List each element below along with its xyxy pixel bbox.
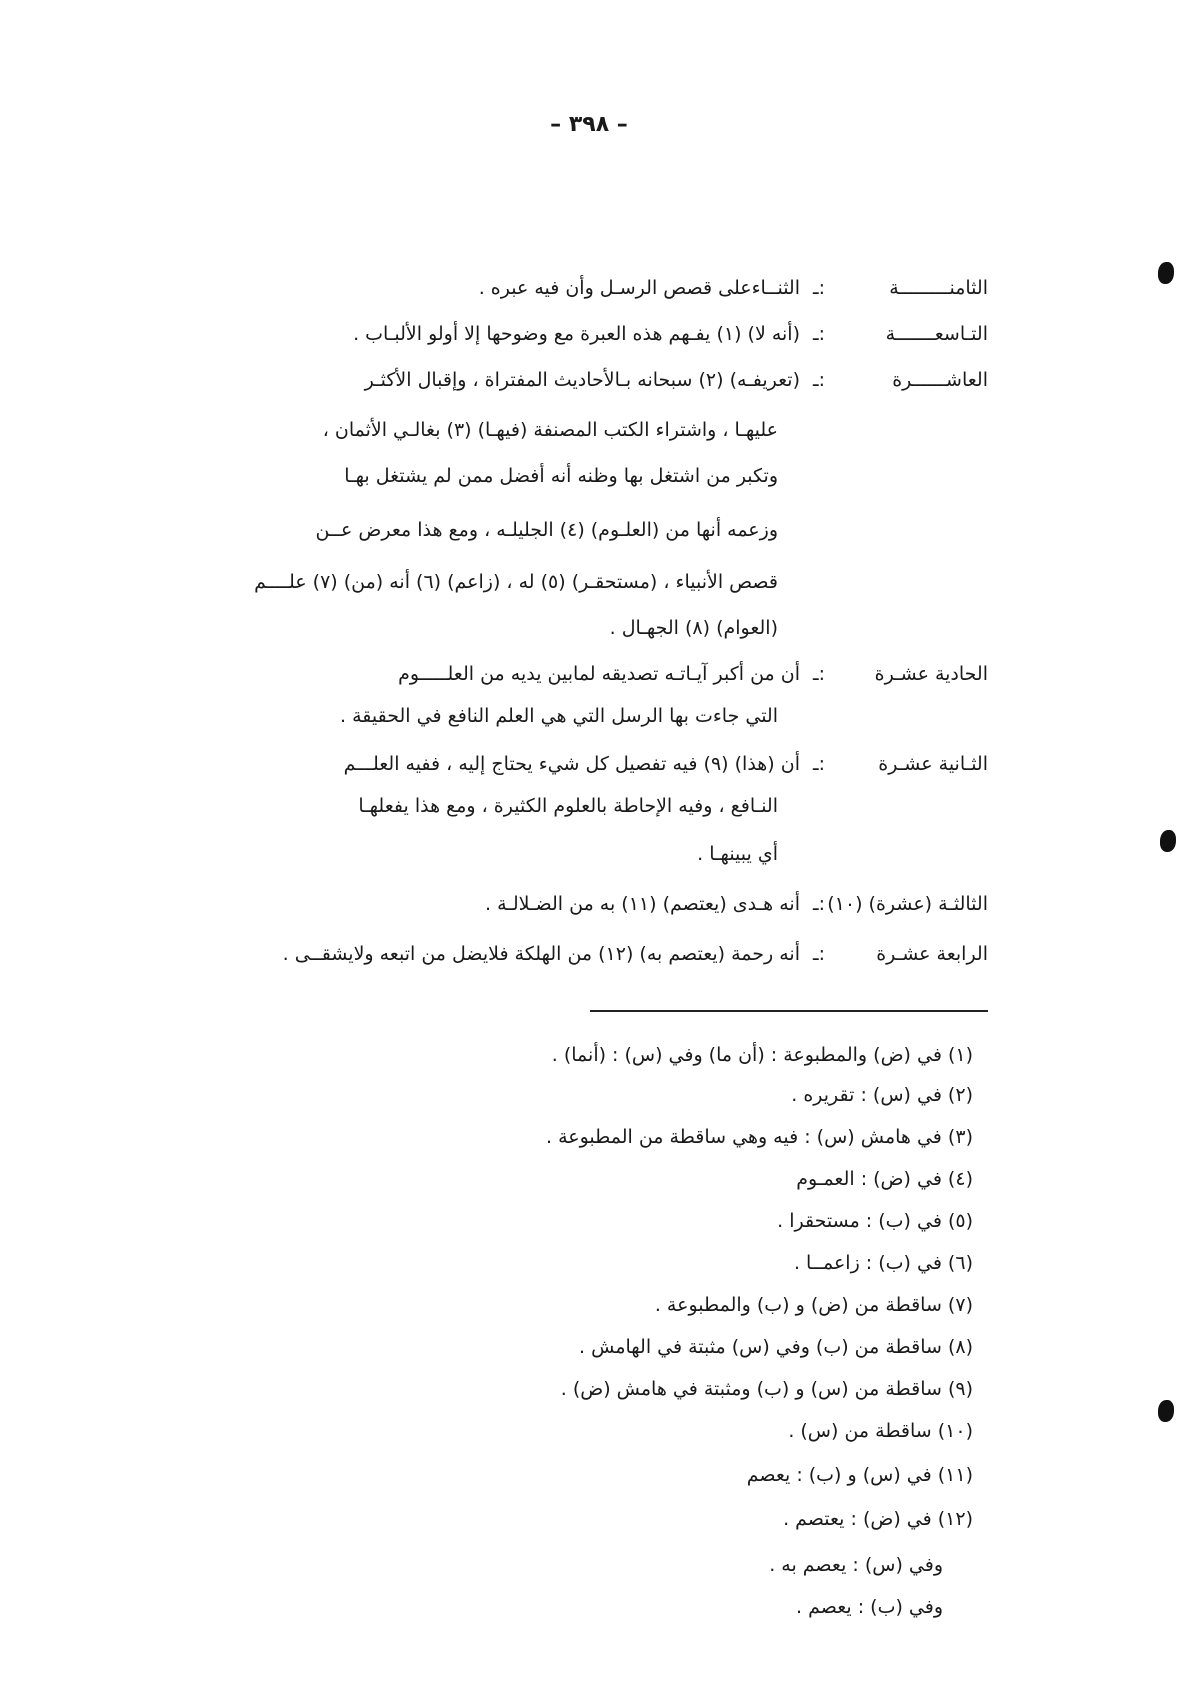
- entry-label: الثالثـة (عشرة) (١٠): [827, 893, 988, 915]
- continuation-line: عليهـا ، واشتراء الكتب المصنفة (فيهـا) (٣) بغالـي الأثمان ،: [322, 419, 778, 441]
- footnote: (١٠) ساقطة من (س) .: [788, 1420, 973, 1442]
- continuation-line: التي جاءت بها الرسل التي هي العلم النافع في الحقيقة .: [340, 705, 778, 727]
- footnote: (٢) في (س) : تقريره .: [791, 1084, 973, 1106]
- entry-eighth: [88, 272, 988, 304]
- entry-text: (أنه لا) (١) يفـهم هذه العبرة مع وضوحها إلا أولو الألبـاب .: [353, 323, 800, 345]
- footnote-continuation: وفي (ب) : يعصم .: [796, 1596, 943, 1618]
- continuation-line: النـافع ، وفيه الإحاطة بالعلوم الكثيرة ، ومع هذا يفعلهـا: [358, 795, 778, 817]
- entry-separator: :ـ: [813, 277, 825, 299]
- binding-hole-mark: [1160, 830, 1176, 852]
- continuation-line: أي يبينهـا .: [697, 843, 778, 865]
- entry-text: أنه هـدى (يعتصم) (١١) به من الضـلالـة .: [485, 893, 800, 915]
- footnote: (٥) في (ب) : مستحقرا .: [777, 1210, 973, 1232]
- entry-separator: :ـ: [813, 943, 825, 965]
- entry-tenth: [88, 364, 988, 396]
- entry-text: أن من أكبر آيـاتـه تصديقه لمابين يديه من العلـــــوم: [398, 663, 800, 685]
- entry-separator: :ـ: [813, 663, 825, 685]
- entry-separator: :ـ: [813, 369, 825, 391]
- footnote: (٩) ساقطة من (س) و (ب) ومثبتة في هامش (ض) .: [560, 1378, 973, 1400]
- entry-label: الحادية عشـرة: [874, 663, 988, 685]
- footnote: (١) في (ض) والمطبوعة : (أن ما) وفي (س) : (أنما) .: [551, 1044, 973, 1066]
- entry-separator: :ـ: [813, 753, 825, 775]
- footnote: (١١) في (س) و (ب) : يعصم: [746, 1464, 973, 1486]
- entry-eleventh: [88, 658, 988, 690]
- footnote: (١٢) في (ض) : يعتصم .: [783, 1508, 973, 1530]
- entry-label: التـاسعـــــــة: [885, 323, 988, 345]
- entry-text: الثنــاءعلى قصص الرسـل وأن فيه عبره .: [478, 277, 800, 299]
- footnote: (٧) ساقطة من (ض) و (ب) والمطبوعة .: [654, 1294, 973, 1316]
- page-number: – ٣٩٨ –: [550, 112, 628, 137]
- footnote: (٨) ساقطة من (ب) وفي (س) مثبتة في الهامش .: [579, 1336, 973, 1358]
- footnote: (٣) في هامش (س) : فيه وهي ساقطة من المطبوعة .: [546, 1126, 973, 1148]
- entry-label: الثـانية عشـرة: [878, 753, 988, 775]
- entry-label: الثامنـــــــــة: [889, 277, 988, 299]
- entry-ninth: [88, 318, 988, 350]
- entry-label: العاشــــــرة: [892, 369, 988, 391]
- continuation-line: وتكبر من اشتغل بها وظنه أنه أفضل ممن لم يشتغل بهـا: [344, 465, 778, 487]
- entry-separator: :ـ: [813, 323, 825, 345]
- footnote-divider: [590, 1010, 988, 1012]
- entry-separator: :ـ: [813, 893, 825, 915]
- binding-hole-mark: [1158, 1400, 1174, 1422]
- entry-text: أنه رحمة (يعتصم به) (١٢) من الهلكة فلايضل من اتبعه ولايشقــى .: [282, 943, 800, 965]
- footnote: (٦) في (ب) : زاعمــا .: [793, 1252, 973, 1274]
- entry-text: (تعريفـه) (٢) سبحانه بـالأحاديث المفتراة ، وإقبال الأكثـر: [364, 369, 800, 391]
- entry-fourteenth: [88, 938, 988, 970]
- entry-label: الرابعة عشـرة: [876, 943, 988, 965]
- continuation-line: قصص الأنبياء ، (مستحقـر) (٥) له ، (زاعم) (٦) أنه (من) (٧) علــــم: [254, 571, 778, 593]
- footnote: (٤) في (ض) : العمـوم: [796, 1168, 973, 1190]
- continuation-line: (العوام) (٨) الجهـال .: [609, 617, 778, 639]
- binding-hole-mark: [1158, 262, 1174, 284]
- entry-text: أن (هذا) (٩) فيه تفصيل كل شيء يحتاج إليه ، ففيه العلـــم: [343, 753, 800, 775]
- entry-twelfth: [88, 748, 988, 780]
- continuation-line: وزعمه أنها من (العلـوم) (٤) الجليلـه ، ومع هذا معرض عــن: [315, 519, 778, 541]
- footnote-continuation: وفي (س) : يعصم به .: [769, 1554, 943, 1576]
- entry-thirteenth: [88, 888, 988, 920]
